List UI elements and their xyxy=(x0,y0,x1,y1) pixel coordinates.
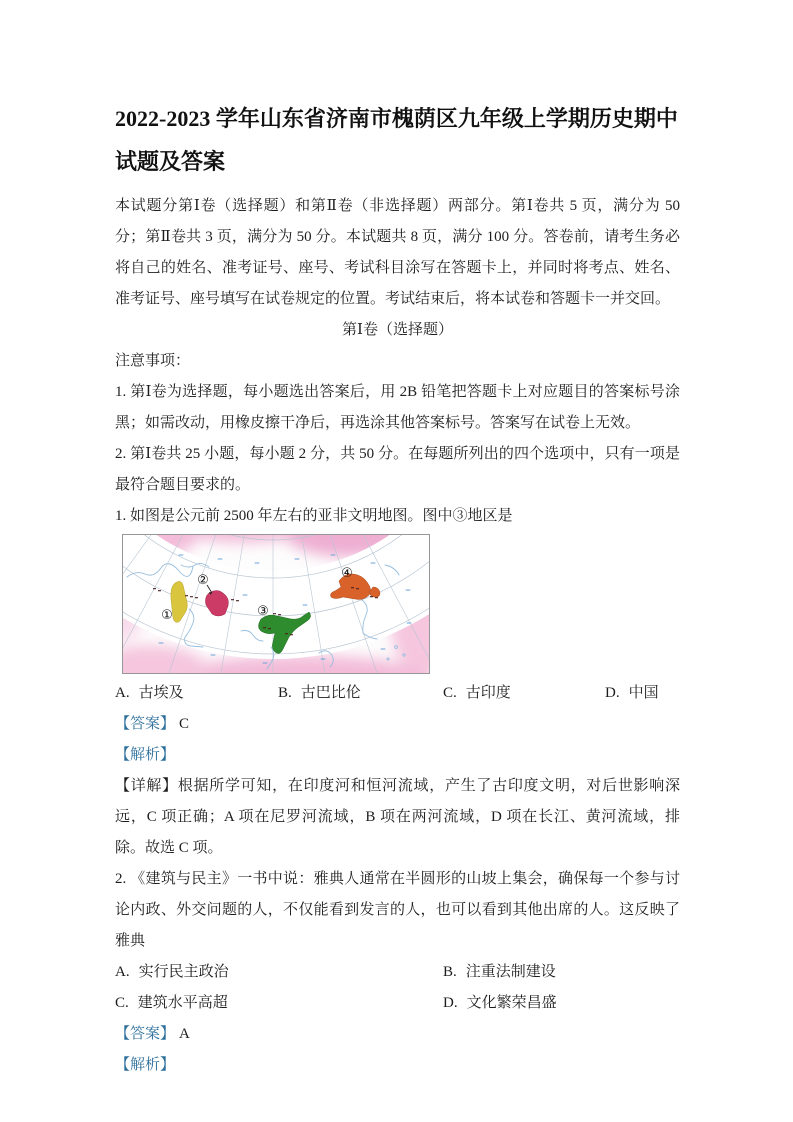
answer-tag: 【答案】 xyxy=(115,1026,176,1042)
map-marker-1: ① xyxy=(161,608,173,623)
option-text: 古印度 xyxy=(465,685,511,701)
question-2-answer-line xyxy=(115,1019,680,1050)
option-text: 中国 xyxy=(628,685,659,701)
option-q2-d xyxy=(443,988,680,1019)
exam-intro-paragraph: 本试题分第Ⅰ卷（选择题）和第Ⅱ卷（非选择题）两部分。第Ⅰ卷共 5 页，满分为 50 分；第Ⅱ卷共 3 页，满分为 50 分。本试题共 8 页，满分 100 分。答卷前，请考生务必将自己的姓名、准考证号、座号、考试科目涂写在答题卡上，并同时将考点、姓名、准考证号、座号填写在试卷规定的位置。考试结束后，将本试卷和答题卡一并交回。 xyxy=(115,198,680,307)
option-label: B. xyxy=(443,964,457,980)
question-1-answer-line xyxy=(115,709,680,740)
question-1-stem: 1. 如图是公元前 2500 年左右的亚非文明地图。图中③地区是 xyxy=(115,508,513,524)
map-marker-4: ④ xyxy=(341,566,353,581)
option-text: 实行民主政治 xyxy=(138,964,229,980)
detail-tag: 【详解】 xyxy=(115,778,178,794)
option-label: C. xyxy=(443,685,457,701)
question-1-detail xyxy=(115,771,680,864)
option-q1-c xyxy=(443,678,605,709)
option-q1-d xyxy=(605,678,680,709)
map-marker-3: ③ xyxy=(257,604,269,619)
note-2: 2. 第Ⅰ卷共 25 小题，每小题 2 分，共 50 分。在每题所列出的四个选项中，只有一项是最符合题目要求的。 xyxy=(115,446,680,493)
option-label: B. xyxy=(278,685,292,701)
question-2-options xyxy=(115,957,680,1019)
option-q1-b xyxy=(278,678,443,709)
civilization-map-figure xyxy=(122,534,430,674)
title-line-1: 2022-2023 学年山东省济南市槐荫区九年级上学期历史期中 xyxy=(115,106,678,131)
detail-text: 根据所学可知，在印度河和恒河流域，产生了古印度文明，对后世影响深远，C 项正确；A 项在尼罗河流域，B 项在两河流域，D 项在长江、黄河流域，排除。故选 C 项。 xyxy=(115,778,680,856)
option-text: 注重法制建设 xyxy=(465,964,556,980)
option-text: 古埃及 xyxy=(138,685,184,701)
analysis-tag: 【解析】 xyxy=(115,747,176,763)
map-marker-2: ② xyxy=(197,573,209,588)
option-text: 文化繁荣昌盛 xyxy=(466,995,557,1011)
option-text: 建筑水平高超 xyxy=(137,995,228,1011)
question-1-analysis-line xyxy=(115,740,680,771)
notes-label: 注意事项： xyxy=(115,353,191,369)
analysis-tag: 【解析】 xyxy=(115,1057,176,1073)
question-1-options xyxy=(115,678,680,709)
option-label: D. xyxy=(605,685,620,701)
answer-tag: 【答案】 xyxy=(115,716,176,732)
option-label: A. xyxy=(115,964,130,980)
note-1: 1. 第Ⅰ卷为选择题，每小题选出答案后，用 2B 铅笔把答题卡上对应题目的答案标号涂黑；如需改动，用橡皮擦干净后，再选涂其他答案标号。答案写在试卷上无效。 xyxy=(115,384,680,431)
civilization-map xyxy=(123,535,429,673)
option-label: D. xyxy=(443,995,458,1011)
question-2-stem: 2. 《建筑与民主》一书中说：雅典人通常在半圆形的山坡上集会，确保每一个参与讨论内政、外交问题的人，不仅能看到发言的人，也可以看到其他出席的人。这反映了雅典 xyxy=(115,871,680,949)
option-q1-a xyxy=(115,678,278,709)
answer-value: C xyxy=(179,716,190,732)
section-heading: 第Ⅰ卷（选择题） xyxy=(342,322,453,338)
option-text: 古巴比伦 xyxy=(300,685,361,701)
option-q2-a xyxy=(115,957,443,988)
option-label: A. xyxy=(115,685,130,701)
option-q2-b xyxy=(443,957,680,988)
title-line-2: 试题及答案 xyxy=(115,149,226,174)
page-title xyxy=(115,97,680,183)
answer-value: A xyxy=(179,1026,190,1042)
option-label: C. xyxy=(115,995,129,1011)
question-2-analysis-line xyxy=(115,1050,680,1081)
option-q2-c xyxy=(115,988,443,1019)
